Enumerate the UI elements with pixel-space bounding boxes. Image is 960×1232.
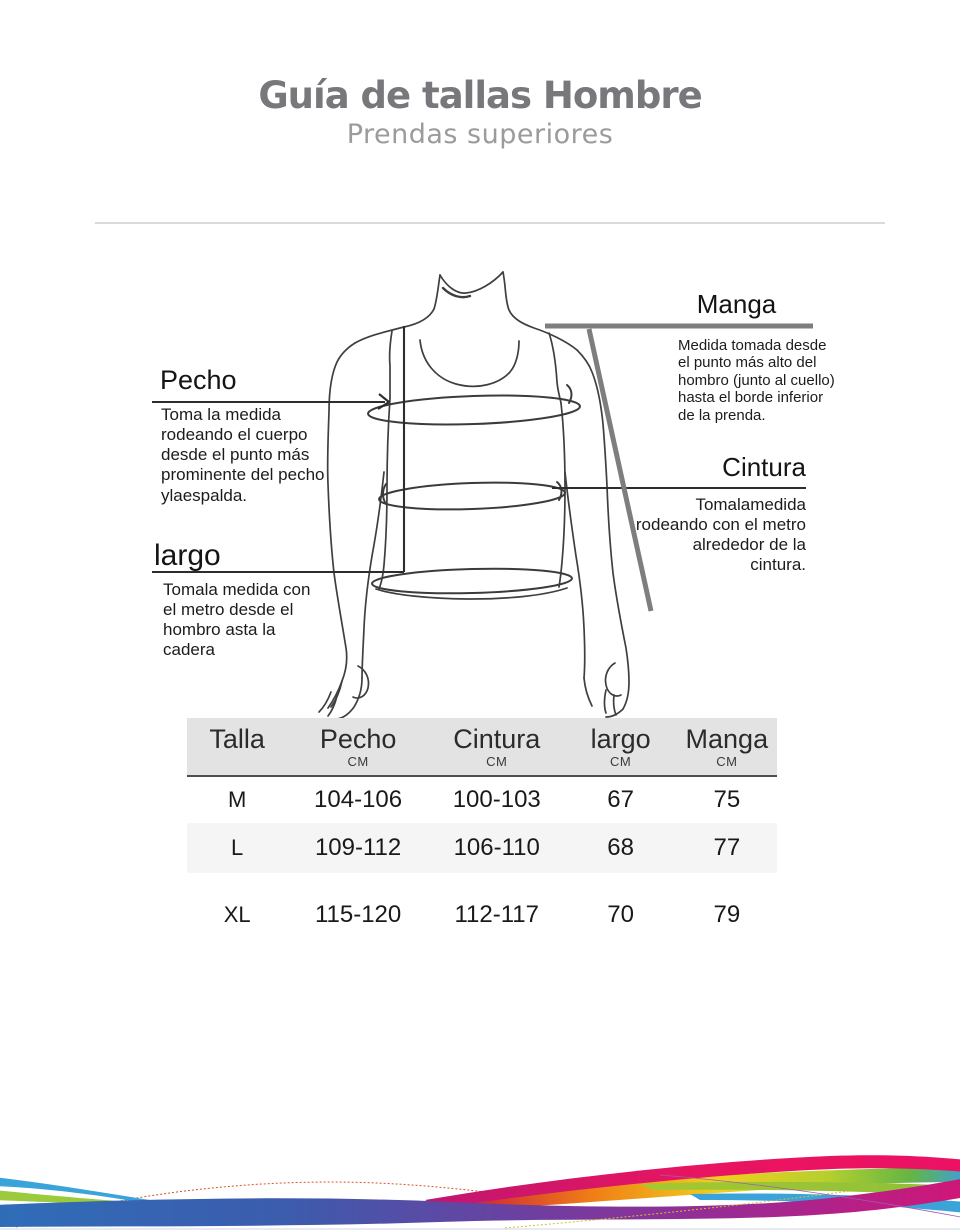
chest-ellipse (368, 392, 581, 427)
cell-l-pecho: 109-112 (314, 834, 402, 862)
cell-xl-talla: XL (223, 902, 251, 928)
page-title: Guía de tallas Hombre (258, 74, 702, 117)
header-largo: largo CM (590, 724, 651, 770)
pecho-label: Pecho (160, 365, 237, 395)
cell-m-talla: M (227, 787, 247, 813)
cintura-label: Cintura (722, 452, 806, 482)
rainbow-ribbon-decoration (0, 1120, 960, 1232)
cell-l-talla: L (231, 835, 244, 861)
table-header-row (187, 718, 777, 777)
size-table (187, 718, 777, 940)
pecho-description-2: ylaespalda. (161, 486, 248, 505)
largo-label: largo (154, 539, 221, 572)
table-row-l (187, 823, 777, 873)
header-pecho: Pecho CM (319, 724, 397, 770)
waist-ellipse (379, 480, 566, 512)
table-row-m (187, 777, 777, 823)
cintura-description: Tomalamedida rodeando con el metro alrededor de la cintura. (635, 495, 806, 575)
page-subtitle: Prendas superiores (346, 119, 614, 150)
cell-l-manga: 77 (713, 834, 741, 862)
manga-description: Medida tomada desde el punto más alto del hombro (junto al cuello) hasta el borde inferior de la prenda. (678, 337, 835, 424)
table-row-xl (187, 890, 777, 940)
cell-xl-largo: 70 (607, 901, 634, 929)
header-cintura: Cintura CM (453, 724, 541, 770)
cell-l-largo: 68 (607, 834, 634, 862)
largo-description: Tomala medida con el metro desde el hombro asta la cadera (163, 580, 311, 660)
cell-xl-cintura: 112-117 (454, 901, 539, 929)
header-talla: Talla (209, 724, 265, 754)
cell-m-manga: 75 (713, 786, 741, 814)
cell-xl-manga: 79 (713, 901, 741, 929)
torso-sketch (319, 272, 629, 719)
pecho-description: Toma la medida rodeando el cuerpo desde el punto más prominente del pecho (161, 405, 325, 485)
cell-m-cintura: 100-103 (452, 786, 541, 814)
manga-label: Manga (696, 289, 777, 319)
header-manga: Manga CM (685, 724, 769, 770)
cell-l-cintura: 106-110 (453, 834, 540, 862)
cell-m-pecho: 104-106 (314, 786, 403, 814)
cell-m-largo: 67 (607, 786, 634, 814)
hem-ellipse (372, 566, 573, 595)
cell-xl-pecho: 115-120 (314, 901, 402, 929)
